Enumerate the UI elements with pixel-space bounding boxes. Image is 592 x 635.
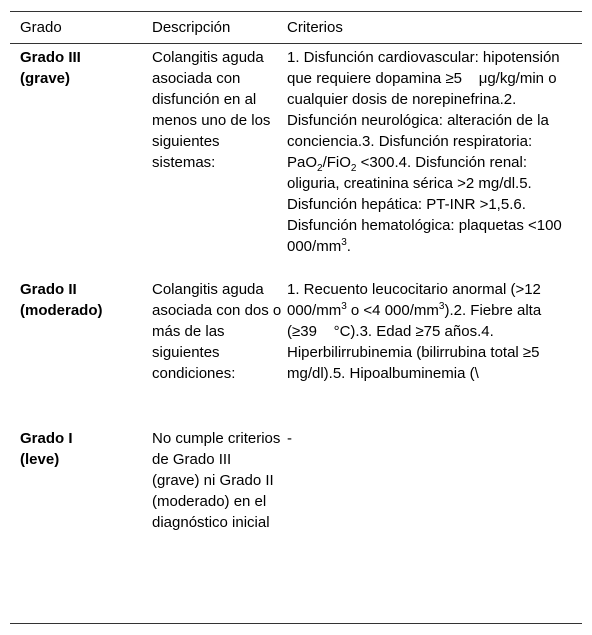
criteria-text: o <4 000/mm — [346, 302, 439, 319]
grade-label: Grado III — [20, 49, 81, 66]
superscript: 3 — [341, 301, 347, 312]
grade-cell-ii — [20, 279, 145, 321]
grade-label: Grado II — [20, 281, 77, 298]
grade-cell-iii — [20, 47, 145, 89]
table-top-rule — [10, 11, 582, 12]
superscript: 3 — [341, 237, 347, 248]
header-descripcion: Descripción — [152, 19, 231, 36]
header-rule — [10, 43, 582, 44]
criteria-text: 1. Recuento leucocitario anormal (>12 000/mm — [287, 281, 541, 319]
superscript: 3 — [438, 301, 445, 312]
criteria-cell-iii — [287, 47, 577, 257]
subscript: 2 — [350, 163, 357, 174]
subscript: 2 — [317, 163, 323, 174]
table-bottom-rule — [10, 623, 582, 624]
criteria-text: ).2. Fiebre alta (≥39 °C).3. Edad ≥75 años.4. Hiperbilirrubinemia (bilirrubina total ≥5 mg/dl).5. Hipoalbuminemia (\ — [287, 302, 542, 382]
header-criterios: Criterios — [287, 19, 343, 36]
header-grado: Grado — [20, 19, 62, 36]
grade-severity: (leve) — [20, 451, 60, 468]
description-cell-iii: Colangitis aguda asociada con disfunción en al menos uno de los siguientes sistemas: — [152, 49, 271, 171]
criteria-text: /FiO — [322, 154, 351, 171]
criteria-text: 1. Disfunción cardiovascular: hipotensión que requiere dopamina ≥5 μg/kg/min o cualquier dosis de norepinefrina.2. Disfunción neurológica: alteración de la conciencia.3. Disfunción respiratoria: PaO — [287, 49, 560, 171]
description-cell-ii: Colangitis aguda asociada con dos o más de las siguientes condiciones: — [152, 281, 282, 382]
grade-severity: (moderado) — [20, 302, 103, 319]
grade-cell-i — [20, 428, 145, 470]
criteria-text: . — [346, 238, 351, 255]
criteria-text: <300.4. Disfunción renal: oliguria, creatinina sérica >2 mg/dl.5. Disfunción hepática: PT-INR >1,5.6. Disfunción hematológica: plaquetas <100 000/mm — [287, 154, 562, 255]
criteria-cell-ii — [287, 279, 577, 384]
description-cell-i: No cumple criterios de Grado III (grave) ni Grado II (moderado) en el diagnóstico inicial — [152, 430, 281, 531]
grade-severity: (grave) — [20, 70, 71, 87]
criteria-cell-i: - — [287, 430, 292, 447]
grade-label: Grado I — [20, 430, 73, 447]
